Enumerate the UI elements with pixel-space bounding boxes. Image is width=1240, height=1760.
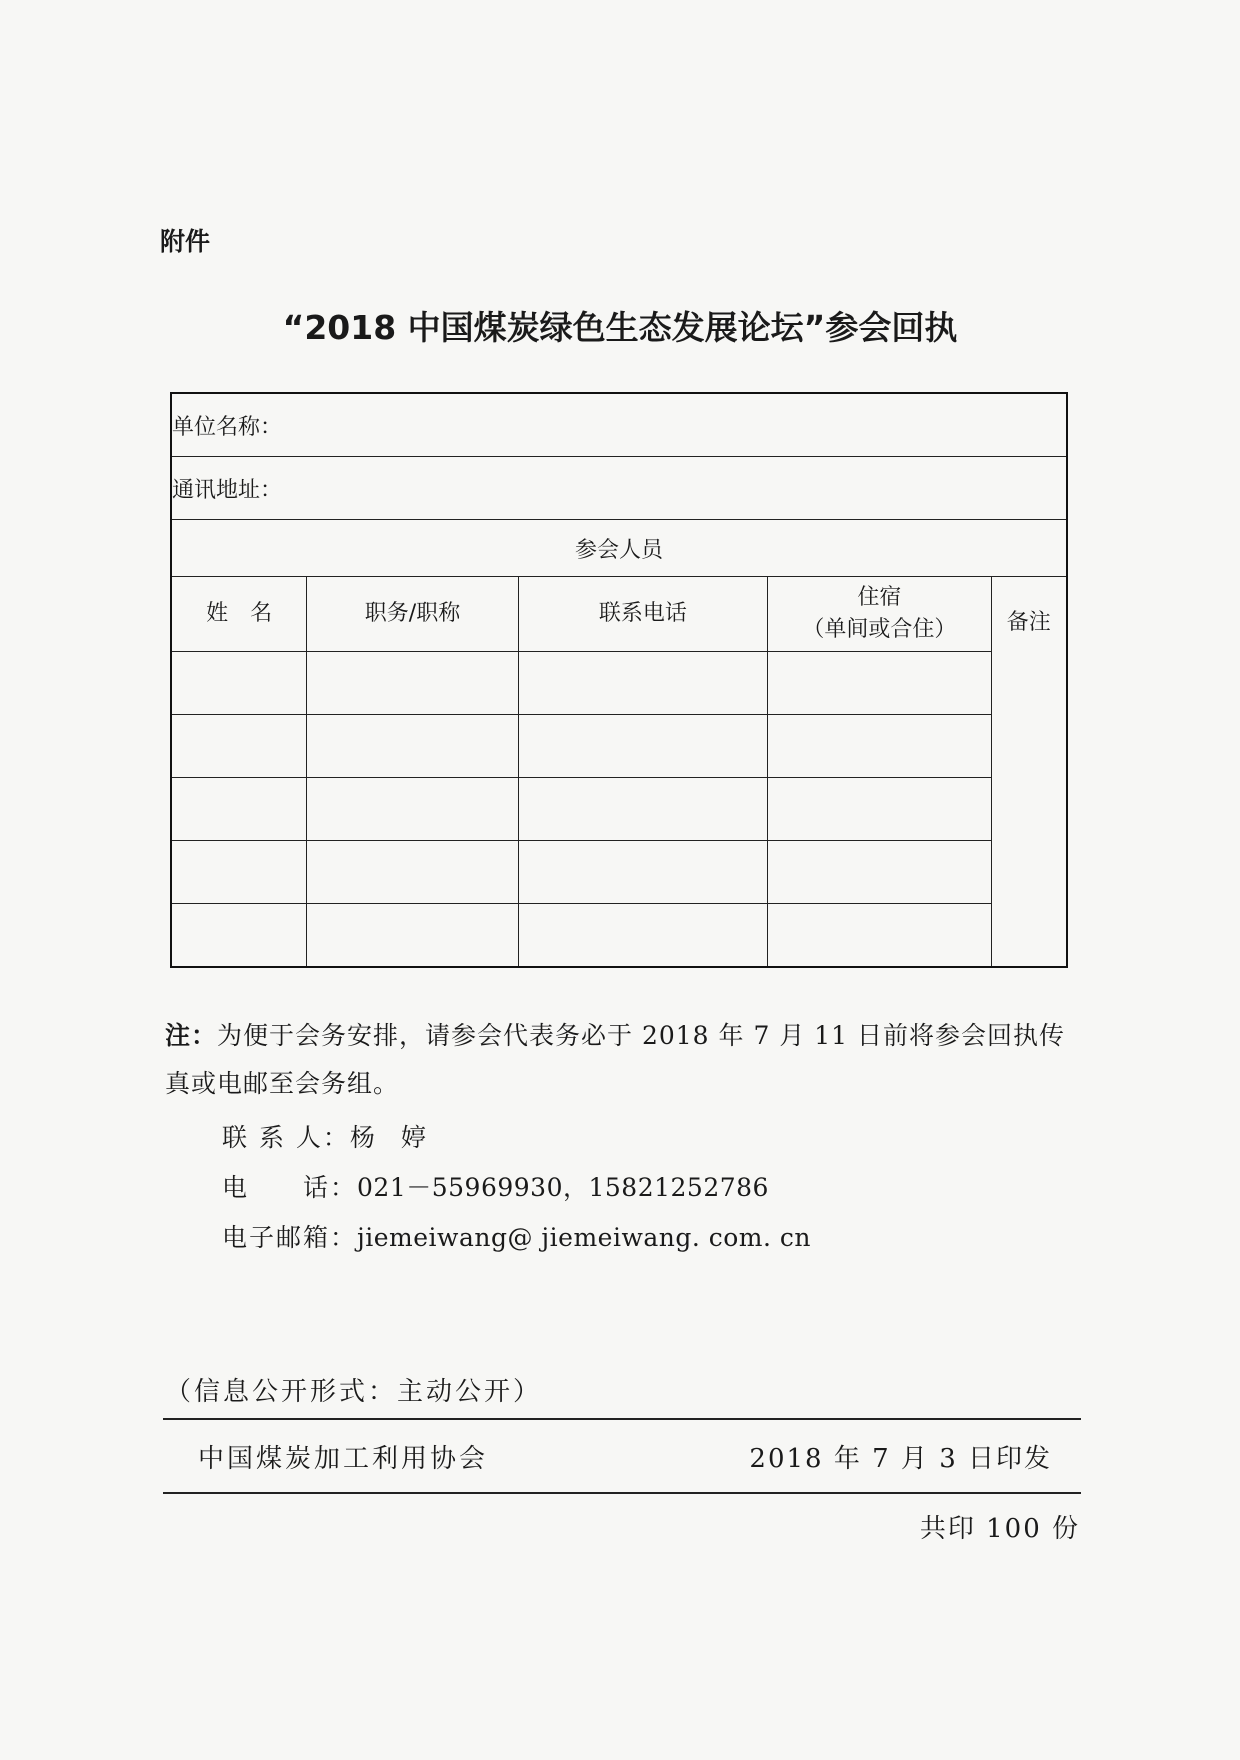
- org-name-row: [171, 393, 1067, 457]
- attendee-position-cell[interactable]: [307, 652, 519, 715]
- attendee-phone-cell[interactable]: [518, 778, 767, 841]
- attendee-lodging-cell[interactable]: [768, 841, 992, 904]
- footer-top-rule: [163, 1418, 1081, 1420]
- attendee-phone-cell[interactable]: [518, 715, 767, 778]
- attendee-name-cell[interactable]: [171, 778, 307, 841]
- attendee-lodging-cell[interactable]: [768, 652, 992, 715]
- contact-phone-value: 021－55969930，15821252786: [357, 1173, 769, 1202]
- address-row: [171, 457, 1067, 520]
- note-text: 为便于会务安排，请参会代表务必于 2018 年 7 月 11 日前将参会回执传真或电邮至会务组。: [165, 1021, 1066, 1098]
- contact-phone-label: 电 话：: [222, 1173, 358, 1202]
- address-field[interactable]: [171, 457, 1067, 520]
- attachment-label: 附件: [160, 227, 211, 256]
- contact-email-value: jiemeiwang@ jiemeiwang. com. cn: [357, 1223, 812, 1252]
- contact-person-line: [222, 1118, 426, 1154]
- attendee-position-cell[interactable]: [307, 841, 519, 904]
- attendee-position-cell[interactable]: [307, 715, 519, 778]
- org-name-label: 单位名称：: [172, 414, 283, 440]
- attendee-position-cell[interactable]: [307, 904, 519, 968]
- document-title: “2018 中国煤炭绿色生态发展论坛”参会回执: [282, 308, 958, 347]
- attendee-name-cell[interactable]: [171, 841, 307, 904]
- lodging-header-line1: 住宿: [857, 585, 902, 610]
- disclosure-statement: （信息公开形式：主动公开）: [165, 1377, 543, 1407]
- column-header-row: [171, 577, 1067, 652]
- attendee-lodging-cell[interactable]: [768, 904, 992, 968]
- note-label: 注：: [165, 1021, 218, 1050]
- attendee-phone-cell[interactable]: [518, 904, 767, 968]
- lodging-header-line2: （单间或合住）: [802, 617, 957, 642]
- column-header-position: 职务/职称: [307, 577, 519, 652]
- contact-phone-line: [222, 1168, 769, 1204]
- org-name-field[interactable]: [171, 393, 1067, 457]
- issuer-name: 中国煤炭加工利用协会: [198, 1444, 489, 1474]
- attendee-row: [171, 841, 1067, 904]
- column-header-name: 姓 名: [171, 577, 307, 652]
- reply-form-table: [170, 392, 1068, 968]
- attendee-name-cell[interactable]: [171, 652, 307, 715]
- attendee-row: [171, 778, 1067, 841]
- contact-email-line: [222, 1218, 811, 1254]
- print-count: 共印 100 份: [919, 1514, 1080, 1544]
- column-header-phone: 联系电话: [518, 577, 767, 652]
- column-header-lodging: [768, 577, 992, 652]
- address-label: 通讯地址：: [172, 477, 283, 503]
- issue-date: 2018 年 7 月 3 日印发: [749, 1444, 1052, 1474]
- attendee-position-cell[interactable]: [307, 778, 519, 841]
- remarks-column[interactable]: [991, 577, 1067, 968]
- attendee-row: [171, 652, 1067, 715]
- contact-email-label: 电子邮箱：: [222, 1223, 358, 1252]
- note-paragraph: [165, 1012, 1085, 1108]
- footer-bottom-rule: [163, 1492, 1081, 1494]
- attendees-section-heading: 参会人员: [171, 520, 1067, 577]
- column-header-remarks: 备注: [1006, 610, 1051, 635]
- contact-person-label: 联 系 人：: [222, 1123, 350, 1152]
- attendees-section-row: [171, 520, 1067, 577]
- attendee-name-cell[interactable]: [171, 904, 307, 968]
- attendee-phone-cell[interactable]: [518, 841, 767, 904]
- attendee-row: [171, 715, 1067, 778]
- attendee-row: [171, 904, 1067, 968]
- attendee-phone-cell[interactable]: [518, 652, 767, 715]
- attendee-lodging-cell[interactable]: [768, 778, 992, 841]
- attendee-name-cell[interactable]: [171, 715, 307, 778]
- contact-person-name: 杨 婷: [349, 1123, 427, 1152]
- attendee-lodging-cell[interactable]: [768, 715, 992, 778]
